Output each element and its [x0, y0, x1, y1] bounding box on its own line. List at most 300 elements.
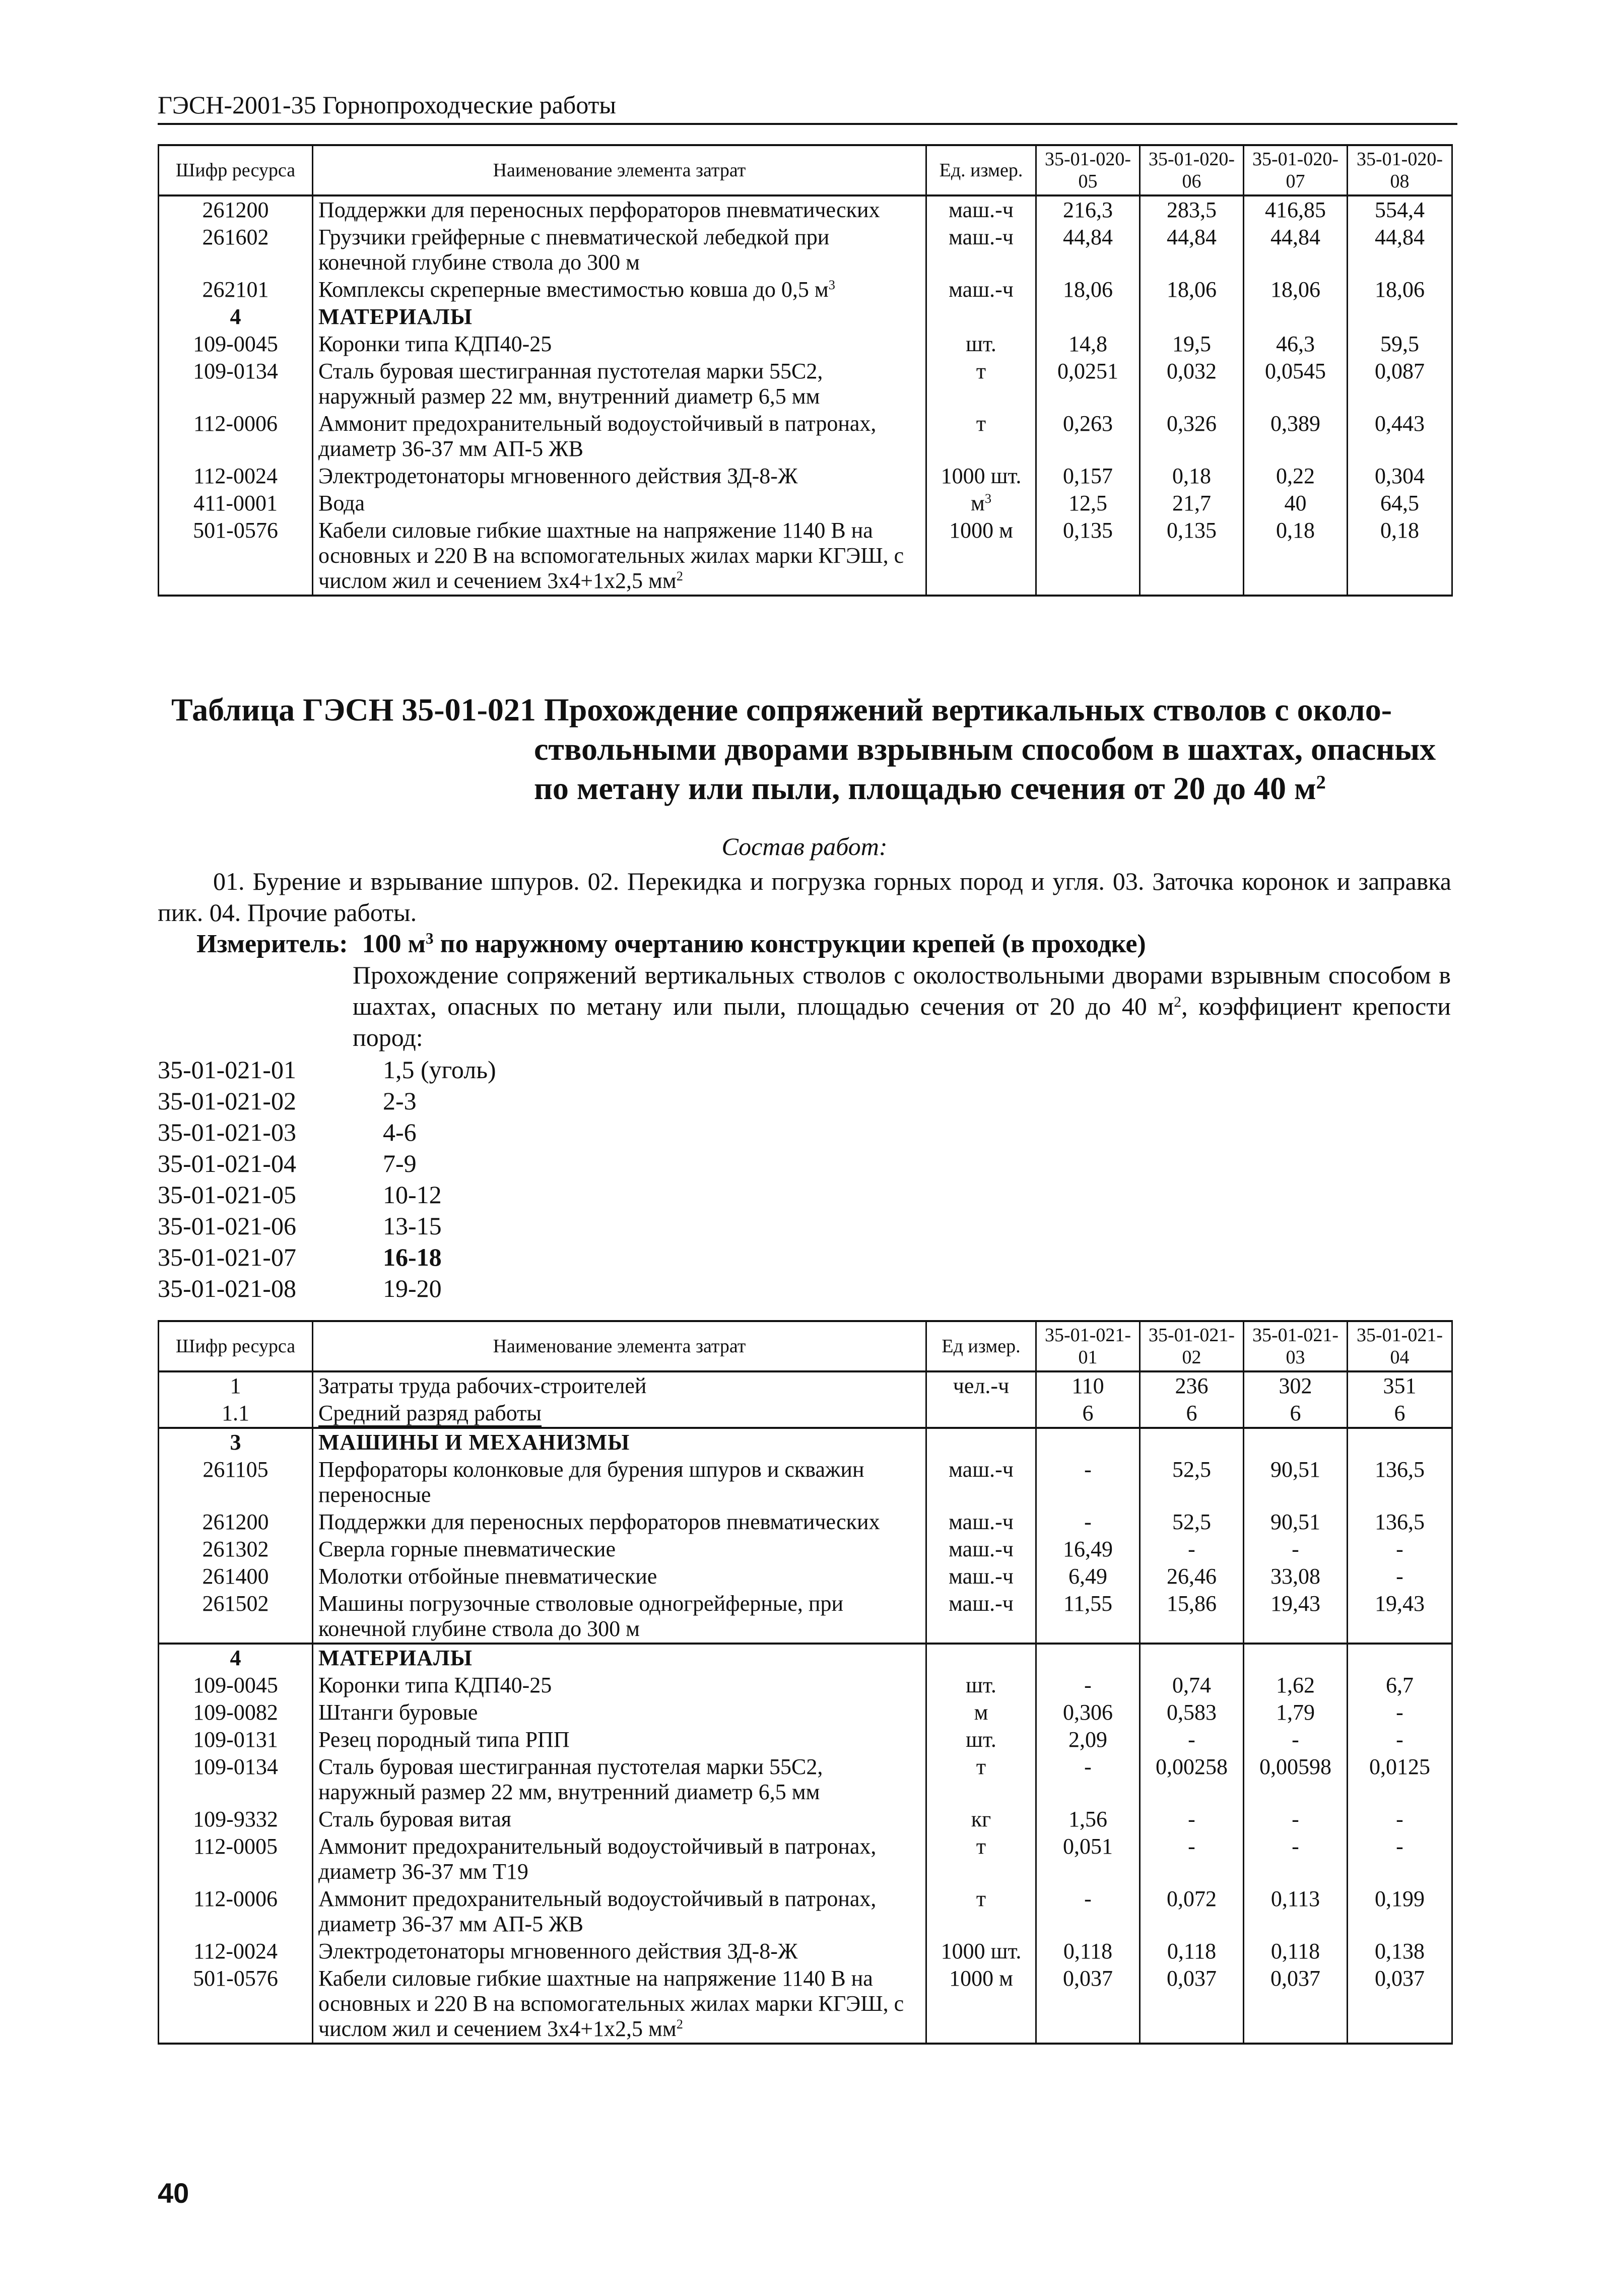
resource-code: 261200	[159, 195, 313, 224]
unit-of-measure	[926, 1833, 1036, 1885]
cost-element-text: Штанги буровые	[318, 1700, 478, 1725]
norm-value: 18,06	[1244, 276, 1348, 303]
norm-value	[1140, 1428, 1244, 1456]
norm-code: 35-01-021-04	[158, 1149, 296, 1177]
measure-text-a: 100 м	[362, 930, 426, 958]
cost-element-text: Сталь буровая витая	[318, 1807, 512, 1831]
unit-of-measure	[926, 1938, 1036, 1965]
table-row	[159, 358, 1452, 410]
table-row	[159, 1806, 1452, 1833]
running-header: ГЭСН-2001-35 Горнопроходческие работы	[158, 90, 1457, 125]
norm-value: 136,5	[1348, 1508, 1452, 1536]
unit-text: 1000 м	[949, 518, 1013, 543]
cost-element-name	[313, 1371, 926, 1400]
norm-value: 283,5	[1140, 195, 1244, 224]
norm-value: 0,0251	[1036, 358, 1140, 410]
norm-value	[1036, 1428, 1140, 1456]
description-sup: 2	[1174, 993, 1182, 1010]
cost-element-name	[313, 1726, 926, 1753]
norm-value: 0,263	[1036, 410, 1140, 463]
norm-value: 14,8	[1036, 331, 1140, 358]
cost-element-text: Комплексы скреперные вместимостью ковша до 0,5 м	[318, 277, 829, 302]
norm-value: 33,08	[1244, 1563, 1348, 1590]
norm-value: 52,5	[1140, 1508, 1244, 1536]
resource-code: 4	[159, 303, 313, 331]
table-row	[159, 1536, 1452, 1563]
section-row	[159, 1428, 1452, 1456]
cost-element-name	[313, 410, 926, 463]
section-row	[159, 303, 1452, 331]
resource-code: 109-0134	[159, 358, 313, 410]
norm-value: -	[1036, 1456, 1140, 1508]
norm-value: 18,06	[1348, 276, 1452, 303]
cost-element-text: Сверла горные пневматические	[318, 1537, 616, 1561]
table-row	[159, 490, 1452, 517]
cost-element-text: Грузчики грейферные с пневматической лебедкой при конечной глубине ствола до 300 м	[318, 225, 830, 275]
norm-value: -	[1140, 1536, 1244, 1563]
unit-text: т	[976, 1754, 986, 1779]
table-row	[159, 1699, 1452, 1726]
norm-code-row	[158, 1117, 762, 1148]
norm-value: 0,118	[1244, 1938, 1348, 1965]
resource-code: 261200	[159, 1508, 313, 1536]
column-header-norm-1: 35-01-020-05	[1036, 145, 1140, 195]
cost-element-text: Молотки отбойные пневматические	[318, 1564, 657, 1589]
norm-value: 216,3	[1036, 195, 1140, 224]
cost-element-text: Коронки типа КДП40-25	[318, 1673, 552, 1697]
unit-text: м	[974, 1700, 988, 1725]
unit-text: маш.-ч	[949, 225, 1014, 249]
norm-value: 15,86	[1140, 1590, 1244, 1644]
column-header-name: Наименование элемента затрат	[313, 145, 926, 195]
norm-value: -	[1140, 1726, 1244, 1753]
norm-value: 2,09	[1036, 1726, 1140, 1753]
resource-code: 261105	[159, 1456, 313, 1508]
table-row	[159, 1753, 1452, 1806]
norm-value: 0,157	[1036, 463, 1140, 490]
table-row	[159, 1672, 1452, 1699]
rock-hardness-value: 19-20	[383, 1274, 442, 1302]
norm-value: 44,84	[1244, 224, 1348, 276]
resource-code: 262101	[159, 276, 313, 303]
unit-of-measure	[926, 1536, 1036, 1563]
norm-value: 0,326	[1140, 410, 1244, 463]
norm-value: 26,46	[1140, 1563, 1244, 1590]
norm-value: 18,06	[1036, 276, 1140, 303]
measure-label: Измеритель:	[196, 930, 348, 958]
unit-of-measure	[926, 1885, 1036, 1938]
resource-code: 109-0082	[159, 1699, 313, 1726]
rock-hardness-value: 2-3	[383, 1087, 417, 1115]
cost-element-text: Поддержки для переносных перфораторов пневматических	[318, 198, 880, 222]
norm-value: 0,0125	[1348, 1753, 1452, 1806]
norm-code: 35-01-021-07	[158, 1243, 296, 1271]
norm-value: -	[1036, 1753, 1140, 1806]
cost-element-name	[313, 1833, 926, 1885]
cost-element-name	[313, 1753, 926, 1806]
table-row	[159, 1885, 1452, 1938]
norm-code: 35-01-021-05	[158, 1180, 296, 1209]
norm-value: -	[1348, 1726, 1452, 1753]
resource-table-021	[158, 1320, 1453, 2045]
unit-text: шт.	[966, 1727, 996, 1752]
norm-value: 46,3	[1244, 331, 1348, 358]
norm-value: 0,0545	[1244, 358, 1348, 410]
table-row	[159, 517, 1452, 596]
norm-value: -	[1036, 1508, 1140, 1536]
table-row	[159, 1938, 1452, 1965]
unit-of-measure	[926, 1726, 1036, 1753]
norm-value: 0,583	[1140, 1699, 1244, 1726]
norm-value	[1036, 303, 1140, 331]
resource-code: 3	[159, 1428, 313, 1456]
table-row	[159, 1590, 1452, 1644]
norm-value	[1140, 303, 1244, 331]
unit-text: 1000 шт.	[941, 1939, 1022, 1963]
table-row	[159, 276, 1452, 303]
unit-of-measure	[926, 1699, 1036, 1726]
resource-table-020	[158, 144, 1453, 597]
unit-of-measure	[926, 1965, 1036, 2044]
column-header-unit: Ед измер.	[926, 1321, 1036, 1371]
unit-of-measure	[926, 517, 1036, 596]
cost-element-text: Аммонит предохранительный водоустойчивый в патронах, диаметр 36-37 мм АП-5 ЖВ	[318, 1886, 877, 1936]
norm-value: 0,00258	[1140, 1753, 1244, 1806]
norm-value: 6	[1036, 1400, 1140, 1428]
norm-value: 0,072	[1140, 1885, 1244, 1938]
norm-value: 554,4	[1348, 195, 1452, 224]
cost-element-text: Сталь буровая шестигранная пустотелая марки 55С2, наружный размер 22 мм, внутренний диаметр 6,5 мм	[318, 1754, 823, 1804]
cost-element-name	[313, 1672, 926, 1699]
unit-text: м	[970, 491, 985, 515]
norm-code-row	[158, 1054, 762, 1085]
table-row	[159, 195, 1452, 224]
cost-element-text: Электродетонаторы мгновенного действия ЗД-8-Ж	[318, 464, 798, 488]
unit-of-measure	[926, 1753, 1036, 1806]
norm-value	[1036, 1644, 1140, 1672]
cost-element-name	[313, 1699, 926, 1726]
unit-text: маш.-ч	[949, 277, 1014, 302]
unit-of-measure	[926, 410, 1036, 463]
resource-code: 109-0045	[159, 331, 313, 358]
cost-element-name	[313, 1508, 926, 1536]
cost-element-text: Средний разряд работы	[318, 1401, 542, 1427]
cost-element-name	[313, 195, 926, 224]
norm-code-row	[158, 1148, 762, 1179]
column-header-name: Наименование элемента затрат	[313, 1321, 926, 1371]
norm-value	[1348, 303, 1452, 331]
norm-value: 416,85	[1244, 195, 1348, 224]
cost-element-name	[313, 276, 926, 303]
works-list: 01. Бурение и взрывание шпуров. 02. Перекидка и погрузка горных пород и угля. 03. Заточка коронок и заправка пик. 04. Прочие работы.	[158, 867, 1451, 927]
unit-text: т	[976, 1886, 986, 1911]
norm-value: 0,18	[1140, 463, 1244, 490]
unit-text: шт.	[966, 332, 996, 356]
resource-code: 112-0024	[159, 463, 313, 490]
cost-element-text: Электродетонаторы мгновенного действия ЗД-8-Ж	[318, 1939, 798, 1963]
norm-value: 19,5	[1140, 331, 1244, 358]
cost-element-name	[313, 1428, 926, 1456]
norm-value: -	[1348, 1833, 1452, 1885]
column-header-norm-1: 35-01-021-01	[1036, 1321, 1140, 1371]
unit-text: маш.-ч	[949, 1510, 1014, 1534]
norm-value: 21,7	[1140, 490, 1244, 517]
resource-code: 501-0576	[159, 1965, 313, 2044]
resource-code: 261302	[159, 1536, 313, 1563]
column-header-unit: Ед. измер.	[926, 145, 1036, 195]
norm-value: 18,06	[1140, 276, 1244, 303]
norm-value: 0,037	[1036, 1965, 1140, 2044]
resource-code: 112-0024	[159, 1938, 313, 1965]
resource-code: 112-0006	[159, 1885, 313, 1938]
norm-value: 0,138	[1348, 1938, 1452, 1965]
norm-value: 90,51	[1244, 1508, 1348, 1536]
table-title	[171, 690, 1446, 808]
title-line-3	[171, 769, 1446, 808]
cost-element-text: МАШИНЫ И МЕХАНИЗМЫ	[318, 1430, 630, 1455]
cost-element-name	[313, 1644, 926, 1672]
cost-element-name	[313, 490, 926, 517]
cost-element-text: Вода	[318, 491, 365, 515]
cost-element-name	[313, 224, 926, 276]
norm-value: -	[1244, 1536, 1348, 1563]
resource-code: 112-0005	[159, 1833, 313, 1885]
resource-code: 261602	[159, 224, 313, 276]
norm-value: 6	[1244, 1400, 1348, 1428]
table-row	[159, 1563, 1452, 1590]
resource-code: 411-0001	[159, 490, 313, 517]
table-row	[159, 1726, 1452, 1753]
norm-value: 0,18	[1244, 517, 1348, 596]
norm-value: -	[1348, 1563, 1452, 1590]
norm-value: 44,84	[1036, 224, 1140, 276]
unit-of-measure	[926, 1672, 1036, 1699]
norm-value: 0,051	[1036, 1833, 1140, 1885]
resource-code: 109-9332	[159, 1806, 313, 1833]
resource-code: 261502	[159, 1590, 313, 1644]
norm-code-row	[158, 1273, 762, 1304]
norm-value	[1244, 303, 1348, 331]
norm-value: 0,135	[1036, 517, 1140, 596]
norm-code: 35-01-021-02	[158, 1087, 296, 1115]
norm-value: 6	[1348, 1400, 1452, 1428]
table-row	[159, 1965, 1452, 2044]
unit-text: шт.	[966, 1673, 996, 1697]
cost-element-name	[313, 358, 926, 410]
cost-element-name	[313, 1400, 926, 1428]
resource-code: 109-0134	[159, 1753, 313, 1806]
norm-value: 64,5	[1348, 490, 1452, 517]
table-row	[159, 1508, 1452, 1536]
cost-element-text: Аммонит предохранительный водоустойчивый в патронах, диаметр 36-37 мм Т19	[318, 1834, 877, 1884]
norm-value: -	[1244, 1806, 1348, 1833]
norm-value: 0,113	[1244, 1885, 1348, 1938]
norm-value: 0,087	[1348, 358, 1452, 410]
norm-value: 19,43	[1348, 1590, 1452, 1644]
norm-value: -	[1244, 1726, 1348, 1753]
norm-value: 6,7	[1348, 1672, 1452, 1699]
norm-value: 0,037	[1348, 1965, 1452, 2044]
norm-value: -	[1140, 1806, 1244, 1833]
norm-value: -	[1348, 1699, 1452, 1726]
unit-of-measure	[926, 331, 1036, 358]
cost-element-text: Коронки типа КДП40-25	[318, 332, 552, 356]
unit-text: маш.-ч	[949, 198, 1014, 222]
cost-element-text: Резец породный типа РПП	[318, 1727, 570, 1752]
norm-value: 12,5	[1036, 490, 1140, 517]
column-header-norm-4: 35-01-021-04	[1348, 1321, 1452, 1371]
unit-of-measure	[926, 1371, 1036, 1400]
norm-value: 1,62	[1244, 1672, 1348, 1699]
unit-text: т	[976, 411, 986, 436]
norm-value: -	[1140, 1833, 1244, 1885]
norm-value: 16,49	[1036, 1536, 1140, 1563]
norm-code-row	[158, 1179, 762, 1210]
rock-hardness-value: 16-18	[383, 1243, 442, 1271]
cost-element-name	[313, 303, 926, 331]
norm-value: -	[1348, 1536, 1452, 1563]
measure-text-b: по наружному очертанию конструкции крепей (в проходке)	[433, 930, 1146, 958]
norm-value: 44,84	[1140, 224, 1244, 276]
unit-of-measure	[926, 1563, 1036, 1590]
norm-value: 0,443	[1348, 410, 1452, 463]
unit-text: чел.-ч	[953, 1373, 1010, 1398]
norm-value: -	[1244, 1833, 1348, 1885]
norm-description	[353, 959, 1451, 1053]
column-header-norm-4: 35-01-020-08	[1348, 145, 1452, 195]
column-header-norm-3: 35-01-021-03	[1244, 1321, 1348, 1371]
superscript: 2	[676, 2016, 683, 2032]
norm-code-row	[158, 1241, 762, 1273]
unit-of-measure	[926, 1428, 1036, 1456]
norm-code-row	[158, 1085, 762, 1117]
norm-value: 6	[1140, 1400, 1244, 1428]
unit-of-measure	[926, 1806, 1036, 1833]
unit-text: т	[976, 359, 986, 383]
cost-element-name	[313, 1806, 926, 1833]
unit-text: 1000 шт.	[941, 464, 1022, 488]
measure-unit	[196, 929, 1451, 959]
cost-element-name	[313, 1885, 926, 1938]
norm-value: 44,84	[1348, 224, 1452, 276]
superscript: 3	[984, 491, 992, 506]
cost-element-text: Кабели силовые гибкие шахтные на напряжение 1140 В на основных и 220 В на вспомогательных жилах марки КГЭШ, с числом жил и сечением 3х4+1х2,5 мм	[318, 518, 904, 593]
norm-code: 35-01-021-01	[158, 1056, 296, 1084]
unit-text: 1000 м	[949, 1966, 1013, 1991]
unit-text: кг	[971, 1807, 991, 1831]
norm-value: 6,49	[1036, 1563, 1140, 1590]
resource-code: 112-0006	[159, 410, 313, 463]
norm-value: -	[1036, 1885, 1140, 1938]
cost-element-name	[313, 1965, 926, 2044]
cost-element-text: Поддержки для переносных перфораторов пневматических	[318, 1510, 880, 1534]
unit-of-measure	[926, 1508, 1036, 1536]
norm-value: 0,306	[1036, 1699, 1140, 1726]
superscript: 3	[828, 277, 835, 293]
norm-value: 90,51	[1244, 1456, 1348, 1508]
norm-value: 0,74	[1140, 1672, 1244, 1699]
norm-value: -	[1348, 1806, 1452, 1833]
norm-value: 0,118	[1140, 1938, 1244, 1965]
norm-code: 35-01-021-03	[158, 1118, 296, 1146]
norm-code-row	[158, 1210, 762, 1241]
measure-sup: 3	[426, 929, 434, 947]
norm-value	[1348, 1428, 1452, 1456]
cost-element-name	[313, 1456, 926, 1508]
norm-value: 1,79	[1244, 1699, 1348, 1726]
cost-element-text: Сталь буровая шестигранная пустотелая марки 55С2, наружный размер 22 мм, внутренний диаметр 6,5 мм	[318, 359, 823, 409]
unit-of-measure	[926, 490, 1036, 517]
cost-element-text: Перфораторы колонковые для бурения шпуров и скважин переносные	[318, 1457, 864, 1507]
norm-value: 136,5	[1348, 1456, 1452, 1508]
unit-of-measure	[926, 195, 1036, 224]
title-line-2: ствольными дворами взрывным способом в шахтах, опасных	[534, 731, 1436, 767]
norm-value: 1,56	[1036, 1806, 1140, 1833]
resource-code: 1.1	[159, 1400, 313, 1428]
norm-value: 40	[1244, 490, 1348, 517]
table-row	[159, 410, 1452, 463]
resource-code: 501-0576	[159, 517, 313, 596]
column-header-norm-2: 35-01-020-06	[1140, 145, 1244, 195]
norm-value	[1244, 1428, 1348, 1456]
rock-hardness-value: 4-6	[383, 1118, 417, 1146]
norm-value	[1140, 1644, 1244, 1672]
unit-of-measure	[926, 1400, 1036, 1428]
description-text: Прохождение сопряжений вертикальных стволов с околоствольными дворами взрывным способом в шахтах, опасных по метану или пыли, площадью сечения от 20 до 40 м	[353, 961, 1451, 1020]
works-composition-label: Состав работ:	[721, 832, 888, 861]
resource-code: 261400	[159, 1563, 313, 1590]
cost-element-text: Машины погрузочные стволовые одногрейферные, при конечной глубине ствола до 300 м	[318, 1591, 843, 1641]
unit-of-measure	[926, 1644, 1036, 1672]
unit-of-measure	[926, 463, 1036, 490]
cost-element-text: МАТЕРИАЛЫ	[318, 304, 473, 329]
norm-value: 351	[1348, 1371, 1452, 1400]
column-header-norm-2: 35-01-021-02	[1140, 1321, 1244, 1371]
resource-code: 109-0131	[159, 1726, 313, 1753]
rock-hardness-value: 1,5 (уголь)	[383, 1056, 496, 1084]
cost-element-text: МАТЕРИАЛЫ	[318, 1646, 473, 1670]
norm-value: 0,037	[1140, 1965, 1244, 2044]
page-number: 40	[158, 2177, 189, 2209]
unit-of-measure	[926, 303, 1036, 331]
unit-of-measure	[926, 1590, 1036, 1644]
resource-code: 4	[159, 1644, 313, 1672]
norm-value	[1348, 1644, 1452, 1672]
table-row	[159, 1371, 1452, 1400]
resource-code: 1	[159, 1371, 313, 1400]
norm-value: 0,032	[1140, 358, 1244, 410]
rock-hardness-value: 7-9	[383, 1149, 417, 1177]
norm-code: 35-01-021-06	[158, 1212, 296, 1240]
cost-element-name	[313, 463, 926, 490]
unit-text: маш.-ч	[949, 1564, 1014, 1589]
norm-value: 59,5	[1348, 331, 1452, 358]
rock-hardness-value: 13-15	[383, 1212, 442, 1240]
norm-value: 0,00598	[1244, 1753, 1348, 1806]
norm-value: 0,304	[1348, 463, 1452, 490]
column-header-code: Шифр ресурса	[159, 1321, 313, 1371]
norm-value: 302	[1244, 1371, 1348, 1400]
norm-value: 0,037	[1244, 1965, 1348, 2044]
unit-text: т	[976, 1834, 986, 1859]
unit-text: маш.-ч	[949, 1537, 1014, 1561]
norm-value: 0,389	[1244, 410, 1348, 463]
norm-value: 19,43	[1244, 1590, 1348, 1644]
unit-of-measure	[926, 358, 1036, 410]
cost-element-name	[313, 1563, 926, 1590]
table-row	[159, 1400, 1452, 1428]
superscript: 2	[676, 568, 683, 584]
